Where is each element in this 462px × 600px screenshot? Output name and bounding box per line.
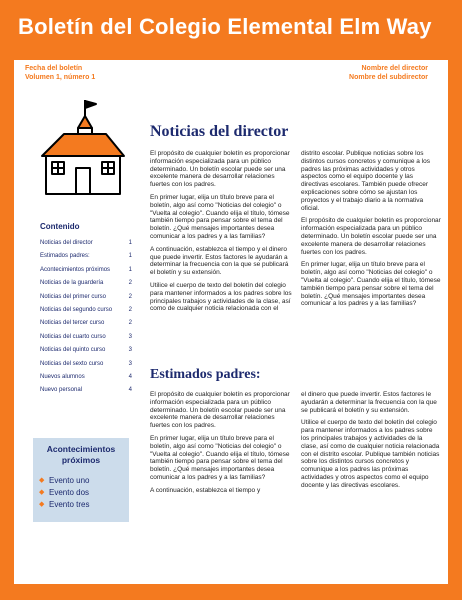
toc-item-label: Noticias del director	[40, 240, 93, 246]
paragraph: Utilice el cuerpo de texto del boletín del colegio para mantener informados a los padres sobre los principales trabajos y actividades de la clase, así como de cualquier noticia relacionada con el	[150, 281, 292, 313]
toc-item-page: 2	[128, 293, 132, 300]
toc-item-page: 1	[128, 253, 132, 260]
toc-item[interactable]	[40, 267, 132, 280]
toc-item[interactable]	[40, 294, 132, 307]
toc-item[interactable]	[40, 320, 132, 333]
principal-name: Nombre del director	[361, 65, 428, 72]
article2-column-1	[150, 391, 293, 500]
toc-item-label: Noticias del sexto curso	[40, 360, 104, 367]
toc-item-label: Nuevo personal	[40, 387, 83, 394]
toc-item-page: 4	[128, 373, 132, 380]
schoolhouse-icon	[38, 98, 128, 198]
toc-item-label: Acontecimientos próximos	[40, 266, 111, 273]
event-item	[33, 476, 129, 488]
toc-item[interactable]	[40, 347, 132, 360]
issue-meta	[25, 64, 95, 82]
toc-item[interactable]	[40, 307, 132, 320]
vice-principal-name: Nombre del subdirector	[349, 74, 428, 81]
toc-item[interactable]	[40, 334, 132, 347]
event-label: Evento dos	[49, 488, 90, 497]
toc-item-label: Noticias de la guardería	[40, 280, 104, 287]
article-heading-parents: Estimados padres:	[150, 367, 261, 382]
toc-item[interactable]	[40, 361, 132, 374]
toc-item-page: 3	[128, 333, 132, 340]
toc-item-page: 1	[128, 240, 132, 246]
paragraph: el dinero que puede invertir. Estos factores le ayudarán a determinar la frecuencia con la que se publicará el boletín y su extensión.	[301, 391, 437, 414]
toc-item-page: 2	[128, 306, 132, 313]
paragraph: En primer lugar, elija un título breve para el boletín, algo así como "Noticias del colegio" o "Vuelta al colegio". Cuando elija el título, tómese también tiempo para pensar sobre el tema del boletín. ¿Qué mensajes importantes desea comunicar a los padres y a las familias?	[301, 261, 441, 308]
paragraph: distrito escolar. Publique noticias sobre los distintos cursos concretos y comunique a los padres las próximas actividades y otros aspectos como el equipo docente y las directivas escolares. También puede ofrecer explicaciones sobre cómo se ajustan los proyectos y el trabajo diario a la normativa oficial.	[301, 150, 430, 212]
toc-title: Contenido	[40, 222, 80, 231]
toc-item-label: Noticias del cuarto curso	[40, 333, 106, 340]
toc-item[interactable]	[40, 280, 132, 293]
paragraph: En primer lugar, elija un título breve para el boletín, algo así como "Noticias del colegio" o "Vuelta al colegio". Cuando elija el título, tómese también tiempo para pensar sobre el tema del boletín. ¿Qué mensajes importantes desea comunicar a los padres y a las familias?	[150, 434, 290, 481]
newsletter-date: Fecha del boletín	[25, 65, 83, 72]
upcoming-events-box	[33, 438, 129, 522]
event-label: Evento tres	[49, 500, 90, 509]
toc-item-label: Noticias del tercer curso	[40, 320, 105, 327]
staff-meta	[349, 64, 428, 82]
diamond-bullet-icon: ◆	[39, 501, 45, 508]
toc-item-page: 1	[128, 266, 132, 273]
paragraph: El propósito de cualquier boletín es proporcionar información especializada para un público determinado. Un boletín escolar puede ser una excelente manera de desarrollar relaciones fuertes con los padres.	[301, 217, 441, 256]
paragraph: En primer lugar, elija un título breve para el boletín, algo así como "Noticias del colegio" o "Vuelta al colegio". Cuando elija el título, tómese también tiempo para pensar sobre el tema del boletín. ¿Qué mensajes importantes desea comunicar a los padres y a las familias?	[150, 193, 290, 240]
toc-item-label: Noticias del quinto curso	[40, 347, 106, 354]
toc-item-page: 3	[128, 347, 132, 354]
paragraph: El propósito de cualquier boletín es proporcionar información especializada para un público determinado. Un boletín escolar puede ser una excelente manera de desarrollar relaciones fuertes con los padres.	[150, 391, 290, 430]
table-of-contents	[40, 240, 132, 401]
toc-item-page: 4	[128, 387, 132, 394]
newsletter-title: Boletín del Colegio Elemental Elm Way	[18, 14, 432, 39]
paragraph: A continuación, establezca el tiempo y el dinero que puede invertir. Estos factores le ayudarán a determinar la frecuencia con la que se publicará el boletín y su extensión.	[150, 245, 289, 277]
event-label: Evento uno	[49, 476, 90, 485]
toc-item-page: 3	[128, 360, 132, 367]
toc-item-label: Noticias del segundo curso	[40, 306, 113, 313]
toc-item-label: Noticias del primer curso	[40, 293, 107, 300]
toc-item[interactable]	[40, 253, 132, 266]
toc-item-label: Estimados padres:	[40, 253, 90, 260]
toc-item[interactable]	[40, 387, 132, 400]
volume-number: Volumen 1, número 1	[25, 74, 96, 81]
toc-item-label: Nuevos alumnos	[40, 373, 85, 380]
article2-column-2	[301, 391, 441, 495]
paragraph: A continuación, establezca el tiempo y	[150, 486, 261, 494]
article-heading-director: Noticias del director	[150, 123, 289, 140]
upcoming-events-title: Acontecimientos próximos	[46, 444, 116, 465]
diamond-bullet-icon: ◆	[39, 477, 45, 484]
toc-item-page: 2	[128, 320, 132, 327]
event-item	[33, 500, 129, 512]
paragraph: El propósito de cualquier boletín es proporcionar información especializada para un público determinado. Un boletín escolar puede ser una excelente manera de desarrollar relaciones fuertes con los padres.	[150, 150, 290, 189]
article1-column-1	[150, 150, 293, 318]
toc-item[interactable]	[40, 374, 132, 387]
event-item	[33, 488, 129, 500]
diamond-bullet-icon: ◆	[39, 489, 45, 496]
toc-item[interactable]	[40, 240, 132, 253]
toc-item-page: 2	[128, 280, 132, 287]
paragraph: Utilice el cuerpo de texto del boletín del colegio para mantener informados a los padres sobre los principales trabajos y actividades de la clase, así como de cualquier noticia relacionada con el distrito escolar. Publique también noticias sobre los distintos cursos concretos y comunique a los padres las próximas actividades y otros aspectos como el equipo docente y las directivas escolares.	[301, 419, 440, 489]
article1-column-2	[301, 150, 441, 313]
